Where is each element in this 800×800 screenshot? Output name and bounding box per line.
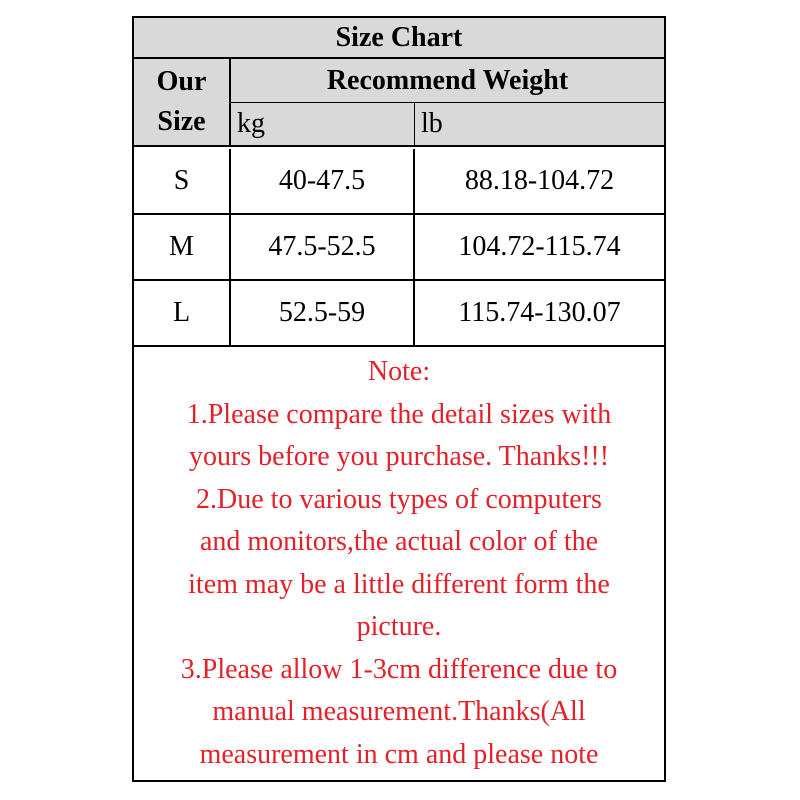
lb-cell: 115.74-130.07 bbox=[458, 297, 621, 328]
size-cell: M bbox=[134, 215, 231, 279]
table-row bbox=[134, 281, 664, 347]
lb-cell: 104.72-115.74 bbox=[458, 231, 621, 262]
size-cell: L bbox=[134, 281, 231, 345]
kg-cell: 47.5-52.5 bbox=[231, 215, 415, 279]
note-line: item may be a little different form the bbox=[188, 568, 610, 600]
recommend-weight-header: Recommend Weight bbox=[231, 59, 664, 103]
kg-cell: 52.5-59 bbox=[231, 281, 415, 345]
unit-kg-header: kg bbox=[231, 103, 415, 147]
unit-lb-header: lb bbox=[415, 103, 664, 147]
note-line: and monitors,the actual color of the bbox=[199, 526, 599, 557]
our-size-header-line2: Size bbox=[157, 106, 206, 137]
note-line: picture. bbox=[356, 611, 442, 642]
chart-title: Size Chart bbox=[134, 18, 664, 59]
table-row bbox=[134, 149, 664, 215]
size-cell: S bbox=[134, 149, 231, 213]
note-line: 3.Please allow 1-3cm difference due to bbox=[180, 653, 618, 685]
note-line: measurement in cm and please note bbox=[199, 738, 599, 770]
note-heading: Note: bbox=[367, 356, 431, 387]
note-line: 1.Please compare the detail sizes with bbox=[186, 398, 612, 430]
note-line: manual measurement.Thanks(All bbox=[212, 696, 586, 727]
kg-cell: 40-47.5 bbox=[231, 149, 415, 213]
lb-cell: 88.18-104.72 bbox=[464, 165, 615, 196]
note-line: 2.Due to various types of computers bbox=[196, 483, 602, 515]
our-size-header bbox=[134, 59, 231, 147]
our-size-header-line1: Our bbox=[156, 66, 207, 97]
table-row bbox=[134, 215, 664, 281]
size-chart-table bbox=[132, 16, 666, 782]
note-line: yours before you purchase. Thanks!!! bbox=[188, 441, 610, 472]
notes-section bbox=[134, 348, 664, 780]
